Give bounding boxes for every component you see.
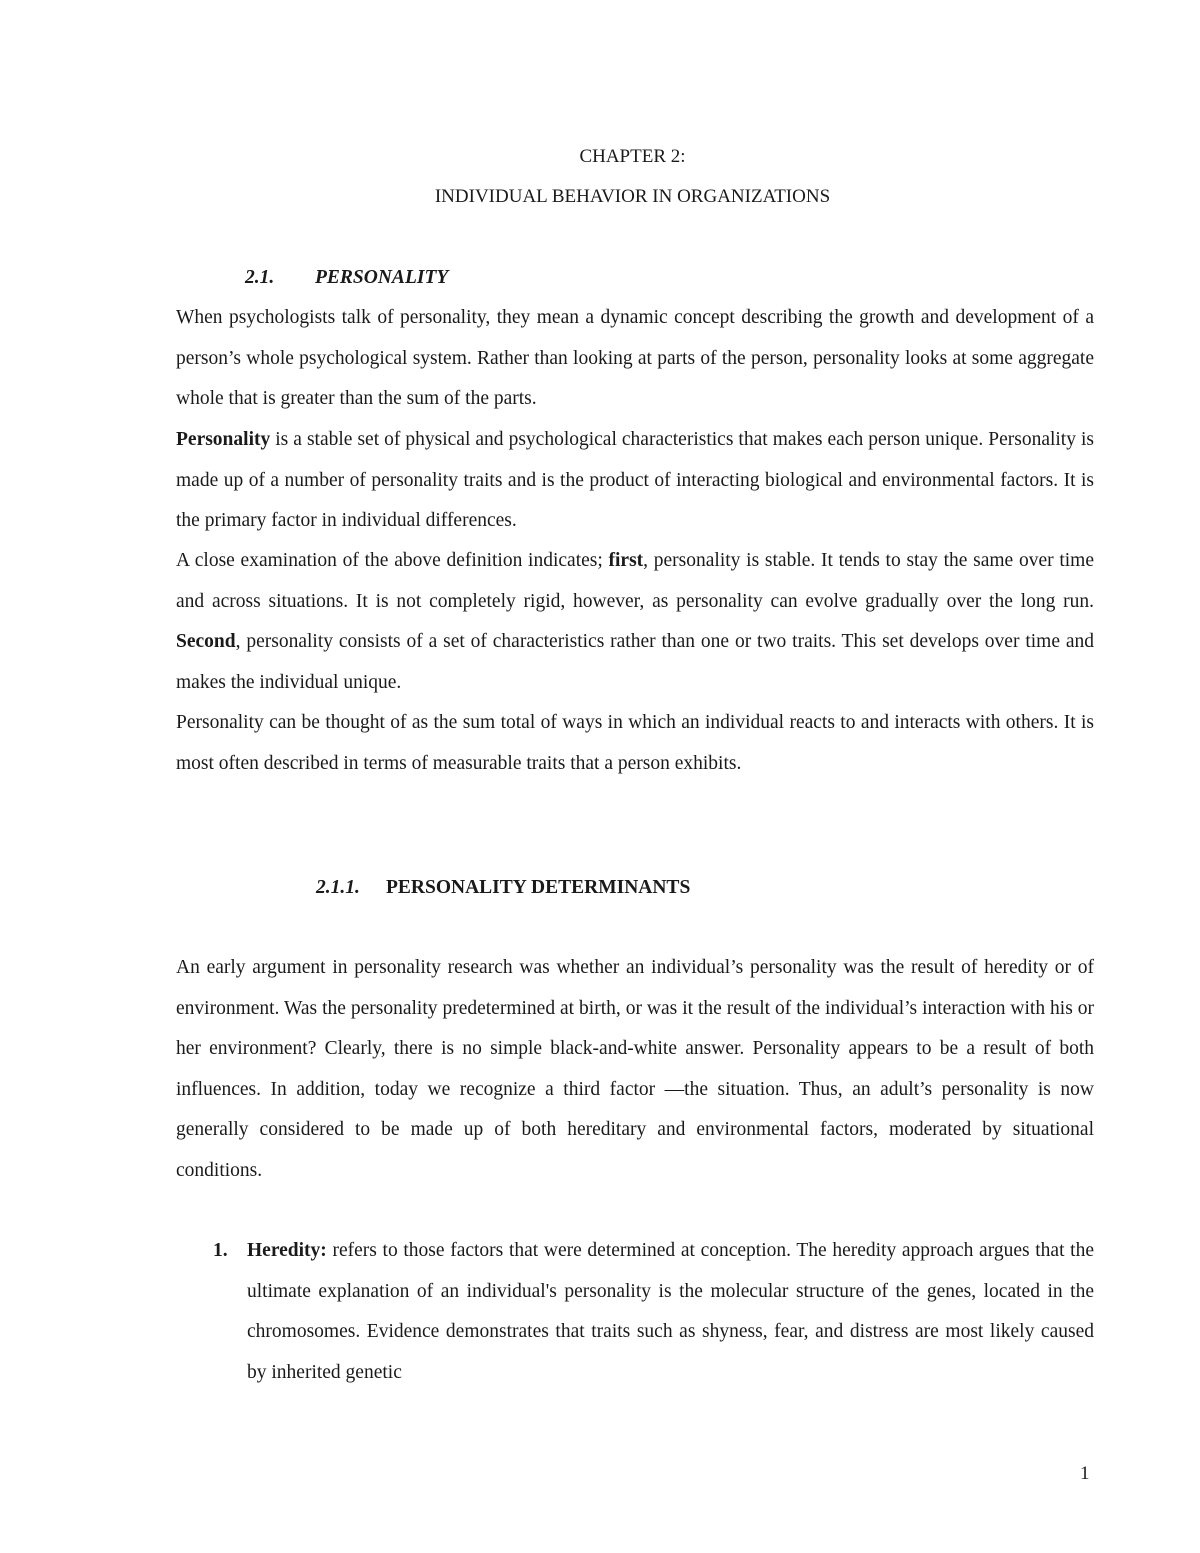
list-text: refers to those factors that were determined at conception. The heredity approach argues that the ultimate explanation of an individual's personality is the molecular structure of the genes, located in the chromosomes. Evidence demonstrates that traits such as shyness, fear, and distress are most likely caused by inherited genetic xyxy=(247,1240,1094,1383)
bold-term-second: Second xyxy=(176,631,236,652)
personality-paragraph-2 xyxy=(176,420,1094,542)
list-term: Heredity: xyxy=(247,1240,327,1261)
paragraph-text: is a stable set of physical and psychological characteristics that makes each person unique. Personality is made up of a number of personality traits and is the product of interacting biological and environmental factors. It is the primary factor in individual differences. xyxy=(176,429,1094,531)
bold-term-first: first xyxy=(608,550,644,571)
page-number: 1 xyxy=(1080,1463,1090,1484)
section-title: PERSONALITY DETERMINANTS xyxy=(386,877,691,898)
determinants-list xyxy=(176,1231,1094,1393)
section-number: 2.1.1. xyxy=(316,877,360,898)
list-marker: 1. xyxy=(213,1240,228,1261)
chapter-title: INDIVIDUAL BEHAVIOR IN ORGANIZATIONS xyxy=(434,186,831,207)
paragraph-text: , personality is stable. It tends to stay the same over time and across situations. It is not completely rigid, however, as personality can evolve gradually over the long run. xyxy=(176,550,1094,612)
section-number: 2.1. xyxy=(245,267,275,288)
section-title: PERSONALITY xyxy=(315,267,449,288)
personality-paragraph-4: Personality can be thought of as the sum total of ways in which an individual reacts to and interacts with others. It is most often described in terms of measurable traits that a person exhibits. xyxy=(176,712,1094,774)
section-heading-2-1-1 xyxy=(316,876,690,900)
paragraph-text: A close examination of the above definition indicates; xyxy=(176,550,609,571)
list-item xyxy=(176,1231,1094,1393)
paragraph-text: , personality consists of a set of characteristics rather than one or two traits. This set develops over time and makes the individual unique. xyxy=(176,631,1094,693)
bold-term-personality: Personality xyxy=(176,429,271,450)
personality-paragraph-3 xyxy=(176,541,1094,703)
chapter-label: CHAPTER 2: xyxy=(579,146,686,167)
determinants-paragraph-1: An early argument in personality research was whether an individual’s personality was the result of heredity or of environment. Was the personality predetermined at birth, or was it the result of the individual’s interaction with his or her environment? Clearly, there is no simple black-and-white answer. Personality appears to be a result of both influences. In addition, today we recognize a third factor —the situation. Thus, an adult’s personality is now generally considered to be made up of both hereditary and environmental factors, moderated by situational conditions. xyxy=(176,957,1094,1181)
personality-paragraph-1: When psychologists talk of personality, they mean a dynamic concept describing the growth and development of a person’s whole psychological system. Rather than looking at parts of the person, personality looks at some aggregate whole that is greater than the sum of the parts. xyxy=(176,307,1094,409)
section-heading-2-1 xyxy=(245,266,448,290)
